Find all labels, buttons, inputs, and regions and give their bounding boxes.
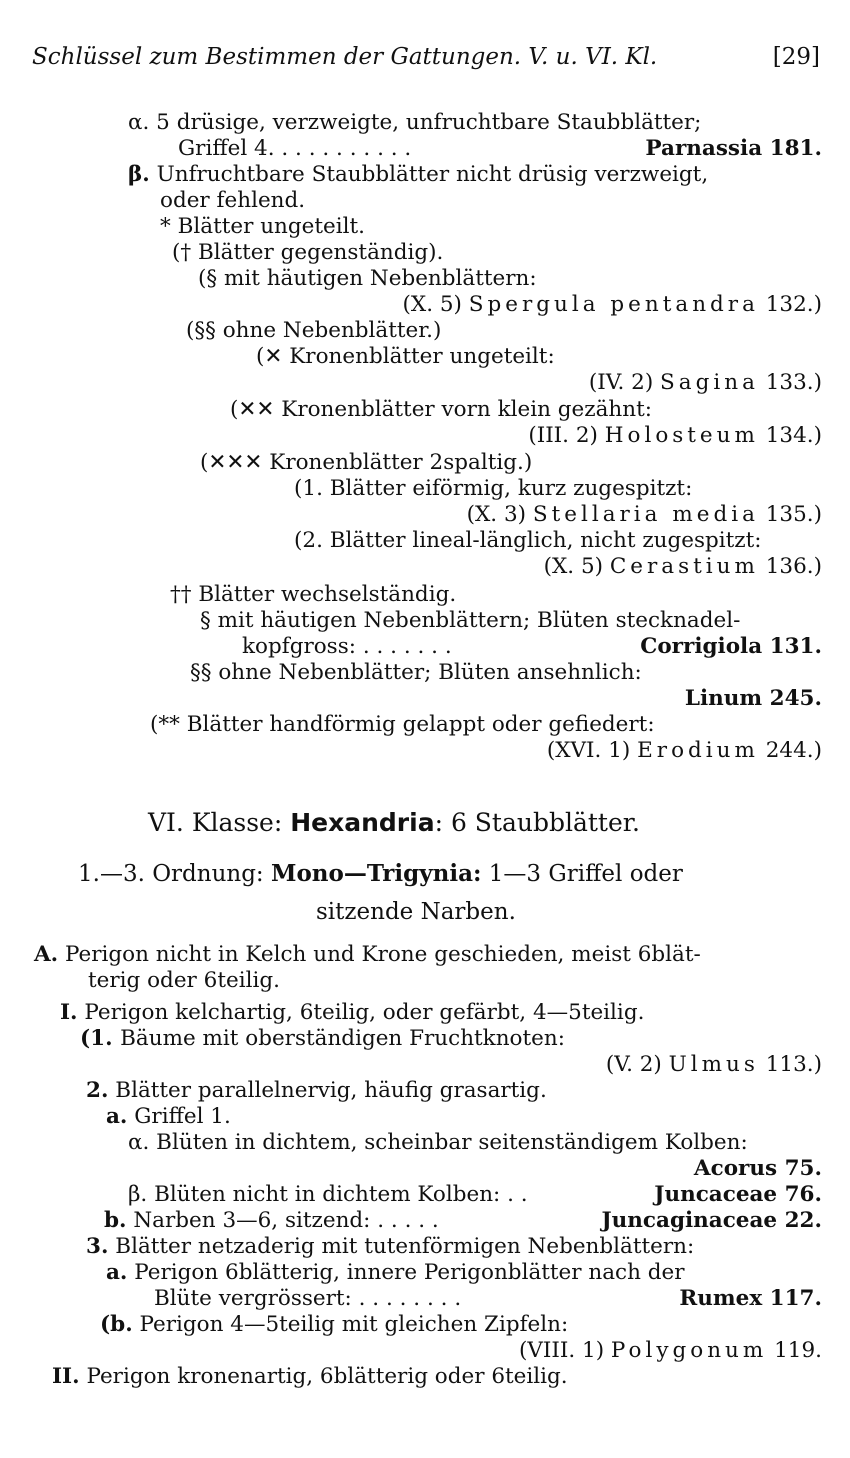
key-line bbox=[150, 712, 655, 738]
section-a-line1: A. Perigon nicht in Kelch und Krone geschieden, meist 6blät- bbox=[34, 942, 701, 967]
key-line bbox=[80, 1026, 565, 1052]
text-run: Blätter parallelnervig, häufig grasartig. bbox=[108, 1078, 547, 1103]
text-run: Blüte vergrössert: . . . . . . . . bbox=[154, 1286, 462, 1311]
text-run: Perigon 4—5teilig mit gleichen Zipfeln: bbox=[132, 1312, 569, 1337]
key-line bbox=[128, 162, 708, 188]
text-run: * Blätter ungeteilt. bbox=[160, 214, 365, 239]
running-header-title: Schlüssel zum Bestimmen der Gattungen. V. u. VI. Kl. bbox=[32, 44, 658, 70]
key-line-reference bbox=[694, 1156, 822, 1182]
bold-text: Corrigiola 131. bbox=[640, 634, 822, 659]
text-run: 119. bbox=[767, 1338, 822, 1363]
text-run: Unfruchtbare Staubblätter nicht drüsig verzweigt, bbox=[149, 162, 709, 187]
key-line-reference bbox=[519, 1338, 822, 1364]
bold-text: a. bbox=[106, 1260, 128, 1285]
text-run: (✕✕✕ Kronenblätter 2spaltig.) bbox=[200, 450, 533, 475]
key-line bbox=[100, 1312, 568, 1338]
text-run: (X. 5) bbox=[402, 292, 469, 317]
text-run: Perigon kronenartig, 6blätterig oder 6teilig. bbox=[79, 1364, 568, 1389]
key-line bbox=[198, 266, 537, 292]
text-run: oder fehlend. bbox=[160, 188, 306, 213]
text-run: (IV. 2) bbox=[588, 370, 661, 395]
text-run: Griffel 1. bbox=[127, 1104, 231, 1129]
text-run: (VIII. 1) bbox=[518, 1338, 611, 1363]
taxon-name: Stellaria media bbox=[532, 502, 759, 527]
section-a-line2: terig oder 6teilig. bbox=[88, 968, 280, 993]
text-run: Perigon kelchartig, 6teilig, oder gefärbt, 4—5teilig. bbox=[77, 1000, 645, 1025]
bold-text: 2. bbox=[86, 1078, 109, 1103]
key-line bbox=[128, 110, 701, 136]
taxon-name: Holosteum bbox=[604, 423, 759, 448]
bold-text: 3. bbox=[86, 1234, 109, 1259]
key-line-reference bbox=[606, 1052, 822, 1078]
text-run: (1. Blätter eiförmig, kurz zugespitzt: bbox=[294, 476, 693, 501]
key-line-reference bbox=[544, 554, 822, 580]
key-line bbox=[190, 660, 642, 686]
bold-text: a. bbox=[106, 1104, 128, 1129]
key-line bbox=[106, 1260, 685, 1286]
taxon-name: Ulmus bbox=[668, 1052, 759, 1077]
text-run: 132.) bbox=[758, 292, 822, 317]
key-line-reference bbox=[547, 738, 822, 764]
bold-text: Rumex 117. bbox=[679, 1286, 822, 1311]
text-run: (III. 2) bbox=[528, 423, 605, 448]
key-line-reference bbox=[602, 1208, 823, 1234]
key-line bbox=[86, 1234, 694, 1260]
bold-text: (1. bbox=[80, 1026, 121, 1051]
text-run: α. Blüten in dichtem, scheinbar seitenständigem Kolben: bbox=[128, 1130, 748, 1155]
key-line bbox=[172, 240, 443, 266]
text-run: Bäume mit oberständigen Fruchtknoten: bbox=[120, 1026, 565, 1051]
text-run: (§§ ohne Nebenblätter.) bbox=[186, 318, 442, 343]
bold-text: Parnassia 181. bbox=[645, 136, 822, 161]
text-run: (X. 5) bbox=[543, 554, 610, 579]
key-line bbox=[200, 450, 532, 476]
order-heading: 1.—3. Ordnung: Mono—Trigynia: 1—3 Griffel oder bbox=[78, 860, 683, 887]
text-run: 136.) bbox=[758, 554, 822, 579]
key-line bbox=[186, 318, 441, 344]
text-run: (2. Blätter lineal-länglich, nicht zugespitzt: bbox=[294, 528, 762, 553]
text-run: β. Blüten nicht in dichtem Kolben: . . bbox=[128, 1182, 528, 1207]
text-run: (✕✕ Kronenblätter vorn klein gezähnt: bbox=[230, 397, 652, 422]
bold-text: II. bbox=[52, 1364, 80, 1389]
key-line bbox=[160, 214, 365, 240]
text-run: 113.) bbox=[758, 1052, 822, 1077]
text-run: (X. 3) bbox=[466, 502, 533, 527]
text-run: §§ ohne Nebenblätter; Blüten ansehnlich: bbox=[190, 660, 642, 685]
text-run: 244.) bbox=[758, 738, 822, 763]
key-line bbox=[104, 1208, 439, 1234]
class-name: Hexandria bbox=[290, 808, 435, 837]
key-line-reference bbox=[645, 136, 822, 162]
key-line bbox=[242, 634, 452, 660]
text-run: (✕ Kronenblätter ungeteilt: bbox=[256, 344, 555, 369]
text-run: 134.) bbox=[758, 423, 822, 448]
key-line bbox=[294, 476, 692, 502]
key-line-reference bbox=[528, 423, 822, 449]
key-line-reference bbox=[467, 502, 822, 528]
key-line bbox=[128, 1182, 528, 1208]
bold-text: Juncaceae 76. bbox=[654, 1182, 822, 1207]
key-line-reference bbox=[403, 292, 823, 318]
text-run: α. 5 drüsige, verzweigte, unfruchtbare Staubblätter; bbox=[128, 110, 702, 135]
text-run: († Blätter gegenständig). bbox=[172, 240, 444, 265]
text-run: 135.) bbox=[758, 502, 822, 527]
taxon-name: Sagina bbox=[660, 370, 759, 395]
key-line bbox=[128, 1130, 748, 1156]
key-line bbox=[256, 344, 555, 370]
key-line-reference bbox=[589, 370, 822, 396]
key-line bbox=[170, 582, 456, 608]
text-run: (** Blätter handförmig gelappt oder gefiedert: bbox=[150, 712, 655, 737]
key-line bbox=[52, 1364, 568, 1390]
key-line-reference bbox=[679, 1286, 822, 1312]
taxon-name: Polygonum bbox=[610, 1338, 768, 1363]
text-run: Narben 3—6, sitzend: . . . . . bbox=[126, 1208, 439, 1233]
key-line bbox=[230, 397, 652, 423]
text-run: †† Blätter wechselständig. bbox=[170, 582, 457, 607]
bold-text: (b. bbox=[100, 1312, 133, 1337]
text-run: Perigon 6blätterig, innere Perigonblätter nach der bbox=[127, 1260, 685, 1285]
bold-text: b. bbox=[104, 1208, 127, 1233]
bold-text: Linum 245. bbox=[684, 686, 822, 711]
class-heading: VI. Klasse: Hexandria: 6 Staubblätter. bbox=[148, 808, 640, 837]
key-line bbox=[294, 528, 762, 554]
page-number: [29] bbox=[772, 44, 820, 70]
text-run: (XVI. 1) bbox=[546, 738, 638, 763]
taxon-name: Spergula pentandra bbox=[468, 292, 759, 317]
key-line-reference bbox=[640, 634, 822, 660]
text-run: kopfgross: . . . . . . . bbox=[242, 634, 452, 659]
text-run: (§ mit häutigen Nebenblättern: bbox=[198, 266, 537, 291]
text-run: 133.) bbox=[758, 370, 822, 395]
text-run: (V. 2) bbox=[605, 1052, 669, 1077]
key-line bbox=[178, 136, 411, 162]
text-run: Griffel 4. . . . . . . . . . . bbox=[178, 136, 412, 161]
key-line bbox=[86, 1078, 547, 1104]
key-line-reference bbox=[685, 686, 822, 712]
key-line bbox=[200, 608, 740, 634]
taxon-name: Erodium bbox=[637, 738, 759, 763]
key-line bbox=[160, 188, 305, 214]
text-run: Blätter netzaderig mit tutenförmigen Nebenblättern: bbox=[108, 1234, 695, 1259]
bold-text: I. bbox=[60, 1000, 78, 1025]
order-heading-line2: sitzende Narben. bbox=[316, 899, 516, 925]
key-line bbox=[106, 1104, 231, 1130]
order-name: Mono—Trigynia: bbox=[271, 860, 482, 887]
key-line bbox=[154, 1286, 461, 1312]
bold-text: Acorus 75. bbox=[693, 1156, 822, 1181]
key-line bbox=[60, 1000, 644, 1026]
taxon-name: Cerastium bbox=[609, 554, 759, 579]
key-line-reference bbox=[654, 1182, 822, 1208]
text-run: § mit häutigen Nebenblättern; Blüten stecknadel- bbox=[200, 608, 741, 633]
bold-text: β. bbox=[128, 162, 150, 187]
bold-text: Juncaginaceae 22. bbox=[601, 1208, 822, 1233]
